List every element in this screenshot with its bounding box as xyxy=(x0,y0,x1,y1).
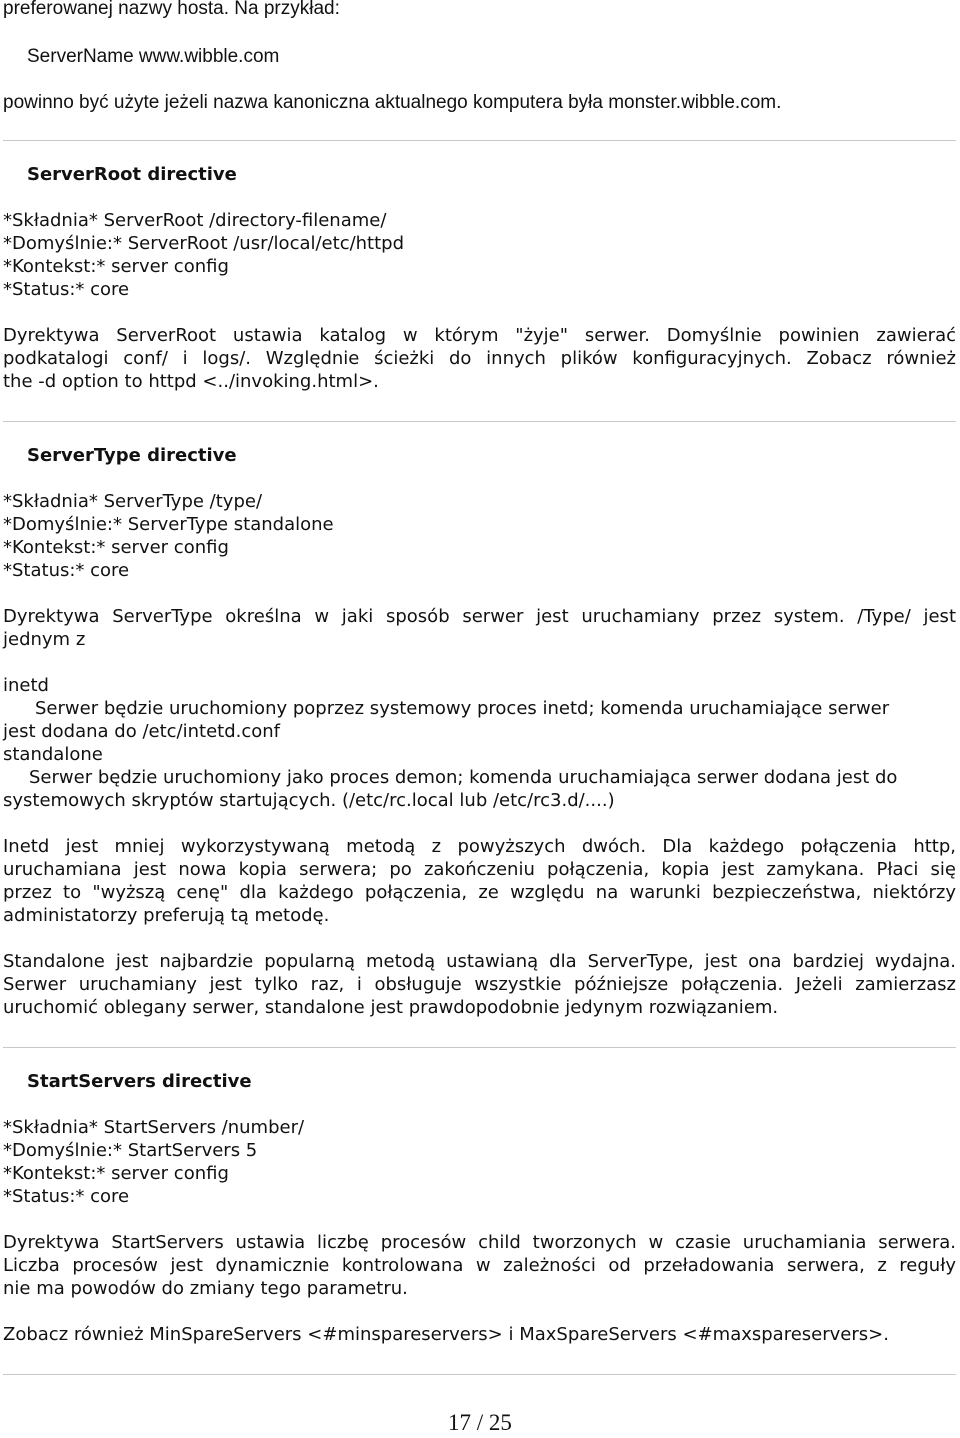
paragraph-line: Standalone jest najbardzie popularną metodą ustawianą dla ServerType, jest ona bardziej wydajna. xyxy=(3,951,956,972)
definition-term-inetd: inetd xyxy=(3,675,49,696)
meta-context: *Kontekst:* server config xyxy=(3,537,229,558)
paragraph-line: Inetd jest mniej wykorzystywaną metodą z powyższych dwóch. Dla każdego połączenia http, xyxy=(3,836,956,857)
meta-status: *Status:* core xyxy=(3,279,130,300)
section-heading-startservers: StartServers directive xyxy=(27,1071,252,1092)
intro-text: powinno być użyte jeżeli nazwa kanoniczna aktualnego komputera była monster.wibble.com. xyxy=(3,92,782,113)
meta-default: *Domyślnie:* StartServers 5 xyxy=(3,1140,258,1161)
definition-desc: Serwer będzie uruchomiony poprzez systemowy proces inetd; komenda uruchamiające serwer xyxy=(35,698,890,719)
paragraph-line: Dyrektywa ServerRoot ustawia katalog w którym "żyje" serwer. Domyślnie powinien zawierać xyxy=(3,325,956,346)
meta-syntax: *Składnia* ServerType /type/ xyxy=(3,491,263,512)
paragraph-line: nie ma powodów do zmiany tego parametru. xyxy=(3,1278,408,1299)
definition-desc: jest dodana do /etc/intetd.conf xyxy=(3,721,281,742)
paragraph-line: Serwer uruchamiany jest tylko raz, i obsługuje wszystkie późniejsze połączenia. Jeżeli zamierzasz xyxy=(3,974,956,995)
paragraph-line: Dyrektywa StartServers ustawia liczbę procesów child tworzonych w czasie uruchamiania serwera. xyxy=(3,1232,956,1253)
section-heading-serverroot: ServerRoot directive xyxy=(27,164,237,185)
section-divider xyxy=(3,421,956,422)
paragraph-line: administatorzy preferują tą metodę. xyxy=(3,905,330,926)
meta-context: *Kontekst:* server config xyxy=(3,256,229,277)
definition-desc: systemowych skryptów startujących. (/etc/rc.local lub /etc/rc3.d/....) xyxy=(3,790,615,811)
meta-default: *Domyślnie:* ServerRoot /usr/local/etc/httpd xyxy=(3,233,405,254)
paragraph-line: uruchomić oblegany serwer, standalone jest prawdopodobnie jedynym rozwiązaniem. xyxy=(3,997,779,1018)
section-divider xyxy=(3,140,956,141)
example-code: ServerName www.wibble.com xyxy=(27,46,280,67)
see-also-text: Zobacz również MinSpareServers <#minspareservers> i MaxSpareServers <#maxspareservers>. xyxy=(3,1324,889,1345)
meta-status: *Status:* core xyxy=(3,1186,130,1207)
paragraph-line: przez to "wyższą cenę" dla każdego połączenia, ze względu na warunki bezpieczeństwa, niektórzy xyxy=(3,882,956,903)
section-divider xyxy=(3,1047,956,1048)
section-heading-servertype: ServerType directive xyxy=(27,445,237,466)
page-number: 17 / 25 xyxy=(448,1410,512,1435)
section-divider xyxy=(3,1374,956,1375)
meta-context: *Kontekst:* server config xyxy=(3,1163,229,1184)
definition-desc: Serwer będzie uruchomiony jako proces demon; komenda uruchamiająca serwer dodana jest do xyxy=(29,767,898,788)
paragraph-line: Liczba procesów jest dynamicznie kontrolowana w zależności od przeładowania serwera, z reguły xyxy=(3,1255,956,1276)
meta-syntax: *Składnia* ServerRoot /directory-filename/ xyxy=(3,210,387,231)
meta-status: *Status:* core xyxy=(3,560,130,581)
intro-text: preferowanej nazwy hosta. Na przykład: xyxy=(3,0,340,19)
paragraph-line: the -d option to httpd <../invoking.html>. xyxy=(3,371,379,392)
meta-syntax: *Składnia* StartServers /number/ xyxy=(3,1117,305,1138)
paragraph-line: jednym z xyxy=(3,629,86,650)
paragraph-line: Dyrektywa ServerType określna w jaki sposób serwer jest uruchamiany przez system. /Type/ jest xyxy=(3,606,956,627)
meta-default: *Domyślnie:* ServerType standalone xyxy=(3,514,334,535)
definition-term-standalone: standalone xyxy=(3,744,103,765)
paragraph-line: podkatalogi conf/ i logs/. Względnie ścieżki do innych plików konfiguracyjnych. Zobacz również xyxy=(3,348,956,369)
paragraph-line: uruchamiana jest nowa kopia serwera; po zakończeniu połączenia, kopia jest zamykana. Płaci się xyxy=(3,859,956,880)
